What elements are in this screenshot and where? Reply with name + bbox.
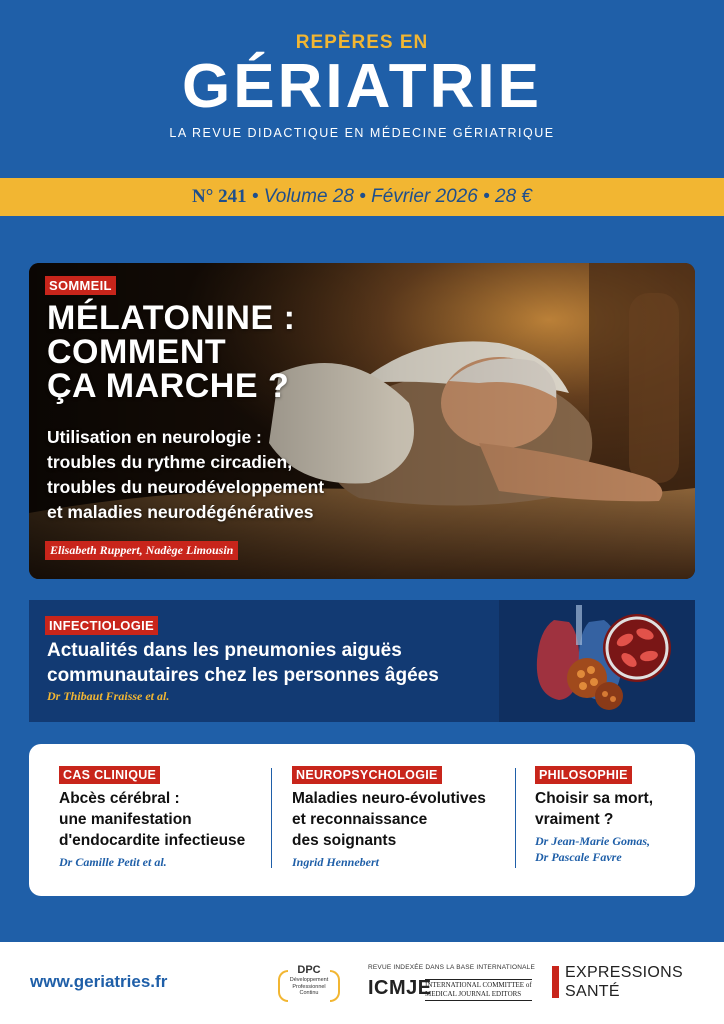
article-title [59,788,269,851]
article-tag: CAS CLINIQUE [59,766,160,784]
feature-tag: SOMMEIL [45,276,116,295]
feature-subtitle-line: Utilisation en neurologie : [47,427,262,447]
issue-band [0,178,724,216]
dpc-title: DPC [297,964,321,976]
infectiology-authors: Dr Thibaut Fraisse et al. [47,689,170,703]
website-link[interactable]: www.geriatries.fr [30,972,168,991]
article-authors [292,854,507,870]
feature-subtitle-line: et maladies neurodégénératives [47,502,314,522]
infectiology-title-line: communautaires chez les personnes âgées [47,665,439,686]
infectiology-tag: INFECTIOLOGIE [45,616,158,635]
footer [0,942,724,1024]
article-authors [59,854,269,870]
journal-tagline: LA REVUE DIDACTIQUE EN MÉDECINE GÉRIATRIQUE [169,126,555,140]
article-title-line: Maladies neuro-évolutives [292,790,486,807]
icmje-full-name [425,979,532,1001]
feature-title [47,301,377,403]
article-neuropsychologie[interactable] [292,766,507,870]
article-cas-clinique[interactable] [59,766,269,870]
article-author-line: Dr Jean-Marie Gomas, [535,834,651,848]
article-title-line: une manifestation [59,811,192,828]
column-divider [515,768,516,868]
feature-title-line: ÇA MARCHE ? [47,367,290,405]
dpc-logo [278,964,340,1002]
article-title-line: d'endocardite infectieuse [59,832,246,849]
feature-subtitle-line: troubles du neurodéveloppement [47,477,325,497]
issue-number: N° 241 [192,186,247,207]
article-authors [535,833,685,865]
feature-subtitle [47,425,367,525]
feature-authors: Elisabeth Ruppert, Nadège Limousin [45,541,238,560]
journal-title: GÉRIATRIE [182,52,542,121]
article-title-line: des soignants [292,832,397,849]
article-philosophie[interactable] [535,766,685,865]
article-title-line: Choisir sa mort, [535,790,653,807]
publisher-name-line1: EXPRESSIONS [565,964,684,981]
article-author-line: Ingrid Hennebert [292,855,380,869]
article-author-line: Dr Camille Petit et al. [59,855,167,869]
article-title-line: et reconnaissance [292,811,428,828]
article-title [535,788,685,830]
dpc-caption-line: Professionnel [292,983,326,990]
icmje-caption: REVUE INDEXÉE DANS LA BASE INTERNATIONALE [368,964,536,971]
feature-subtitle-line: troubles du rythme circadien, [47,452,293,472]
publisher-name-line2: SANTÉ [565,983,620,1000]
feature-title-line: MÉLATONINE : [47,299,296,337]
icmje-full-name-line: INTERNATIONAL COMMITTEE of [425,981,532,989]
dpc-caption [278,977,340,997]
infectiology-article[interactable] [29,600,695,722]
article-title-line: vraiment ? [535,811,614,828]
icmje-acronym: ICMJE [368,977,432,999]
article-title-line: Abcès cérébral : [59,790,180,807]
secondary-articles [29,744,695,896]
dpc-caption-line: Développement [289,977,329,983]
infectiology-title [47,638,507,688]
infectiology-title-line: Actualités dans les pneumonies aiguës [47,640,402,661]
issue-details: • Volume 28 • Février 2026 • 28 € [246,186,532,207]
dpc-caption-line: Continu [299,990,319,996]
masthead-kicker: REPÈRES EN [295,32,429,53]
publisher-logo-bar [552,966,559,998]
column-divider [271,768,272,868]
article-author-line: Dr Pascale Favre [535,850,622,864]
icmje-full-name-line: MEDICAL JOURNAL EDITORS [425,990,522,998]
lung-bacteria-illustration [499,600,695,722]
feature-title-line: COMMENT [47,333,227,371]
article-tag: NEUROPSYCHOLOGIE [292,766,442,784]
article-tag: PHILOSOPHIE [535,766,632,784]
article-title [292,788,507,851]
feature-article[interactable] [29,263,695,579]
